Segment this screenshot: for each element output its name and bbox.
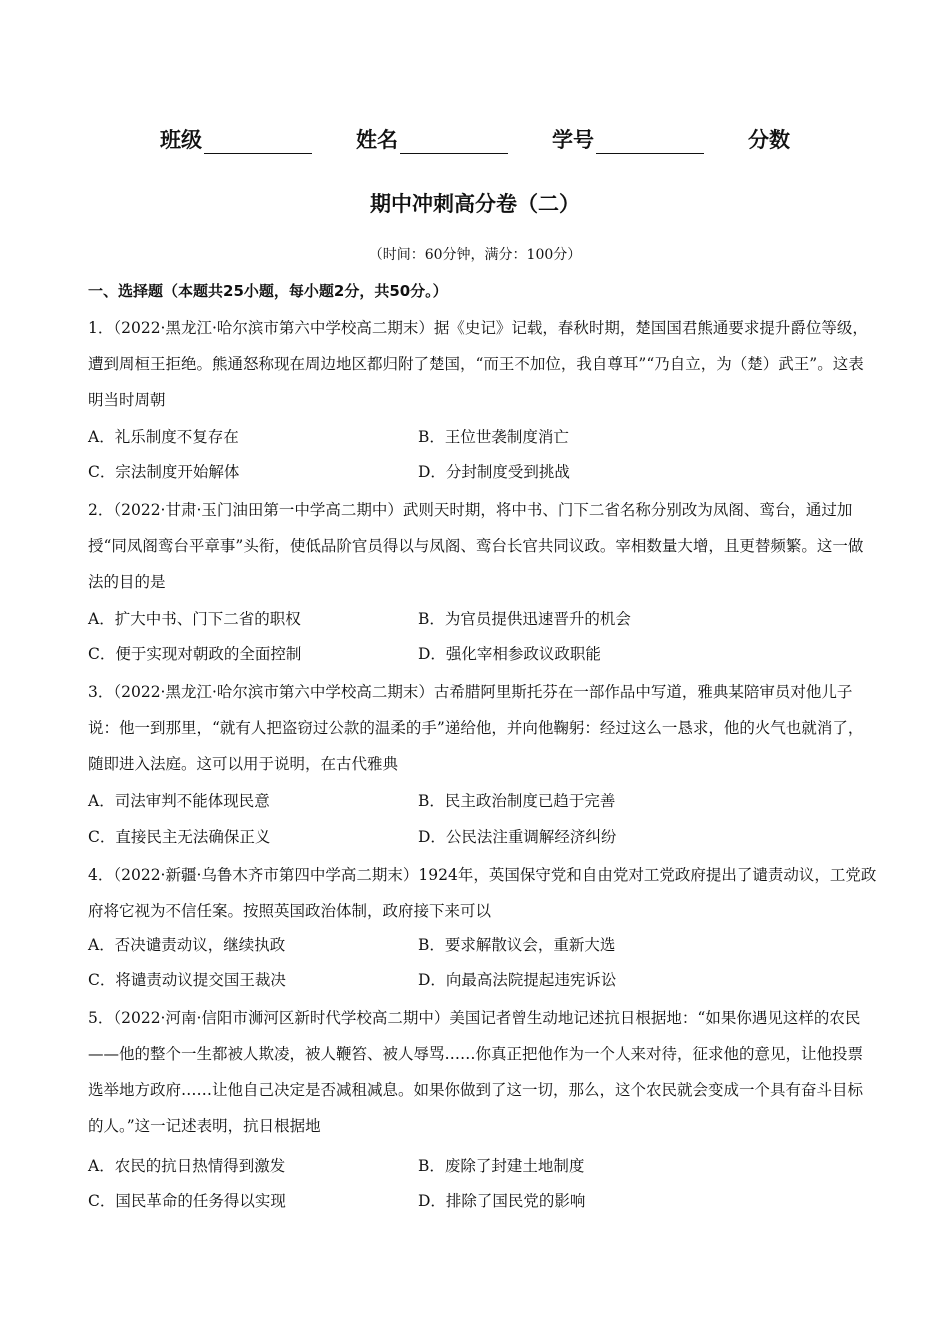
student-id-blank[interactable]: [596, 133, 704, 154]
option-b[interactable]: B．民主政治制度已趋于完善: [418, 792, 616, 810]
option-d[interactable]: D．向最高法院提起违宪诉讼: [418, 971, 617, 989]
score-field: [748, 124, 790, 154]
option-d[interactable]: D．公民法注重调解经济纠纷: [418, 828, 617, 846]
option-d[interactable]: D．强化宰相参政议政职能: [418, 645, 601, 663]
section-heading: 一、选择题（本题共25小题，每小题2分，共50分。）: [88, 282, 448, 300]
option-a[interactable]: A．礼乐制度不复存在: [88, 428, 239, 446]
question-stem: 3．（2022·黑龙江·哈尔滨市第六中学校高二期末）古希腊阿里斯托芬在一部作品中写道，雅典某陪审员对他儿子说：他一到那里，“就有人把盗窃过公款的温柔的手”递给他，并向他鞠躬：经过这么一恳求，他的火气也就消了，随即进入法庭。这可以用于说明，在古代雅典: [88, 683, 864, 773]
option-d[interactable]: D．排除了国民党的影响: [418, 1192, 586, 1210]
option-a[interactable]: A．农民的抗日热情得到激发: [88, 1157, 286, 1175]
option-b[interactable]: B．为官员提供迅速晋升的机会: [418, 610, 631, 628]
option-a[interactable]: A．否决谴责动议，继续执政: [88, 936, 286, 954]
option-c[interactable]: C．国民革命的任务得以实现: [88, 1192, 286, 1210]
page-title: 期中冲刺高分卷（二）: [370, 192, 580, 216]
option-b[interactable]: B．王位世袭制度消亡: [418, 428, 569, 446]
student-id-label: 学号: [552, 128, 594, 152]
option-c[interactable]: C．将谴责动议提交国王裁决: [88, 971, 286, 989]
question-stem: 2．（2022·甘肃·玉门油田第一中学高二期中）武则天时期，将中书、门下二省名称分别改为凤阁、鸾台，通过加授“同凤阁鸾台平章事”头衔，使低品阶官员得以与凤阁、鸾台长官共同议政。宰相数量大增，且更替频繁。这一做法的目的是: [88, 501, 864, 591]
option-c[interactable]: C．宗法制度开始解体: [88, 463, 240, 481]
question-stem: 4．（2022·新疆·乌鲁木齐市第四中学高二期末）1924年，英国保守党和自由党对工党政府提出了谴责动议，工党政府将它视为不信任案。按照英国政治体制，政府接下来可以: [88, 866, 877, 920]
option-c[interactable]: C．便于实现对朝政的全面控制: [88, 645, 302, 663]
name-blank[interactable]: [400, 133, 508, 154]
student-info-header: [0, 124, 950, 154]
option-a[interactable]: A．扩大中书、门下二省的职权: [88, 610, 301, 628]
question-stem: 1．（2022·黑龙江·哈尔滨市第六中学校高二期末）据《史记》记载，春秋时期，楚国国君熊通要求提升爵位等级，遭到周桓王拒绝。熊通怒称现在周边地区都归附了楚国，“而王不加位，我自尊耳”“乃自立，为（楚）武王”。这表明当时周朝: [88, 319, 868, 409]
question-stem: 5．（2022·河南·信阳市浉河区新时代学校高二期中）美国记者曾生动地记述抗日根据地：“如果你遇见这样的农民——他的整个一生都被人欺凌，被人鞭笞、被人辱骂……你真正把他作为一个人来对待，征求他的意见，让他投票选举地方政府……让他自己决定是否减租减息。如果你做到了这一切，那么，这个农民就会变成一个具有奋斗目标的人。”这一记述表明，抗日根据地: [88, 1009, 864, 1135]
exam-info: （时间：60分钟，满分：100分）: [368, 247, 582, 263]
name-label: 姓名: [356, 128, 398, 152]
class-label: 班级: [160, 128, 202, 152]
name-field[interactable]: [356, 124, 508, 154]
class-field[interactable]: [160, 124, 312, 154]
student-id-field[interactable]: [552, 124, 704, 154]
option-b[interactable]: B．废除了封建土地制度: [418, 1157, 585, 1175]
option-b[interactable]: B．要求解散议会，重新大选: [418, 936, 616, 954]
option-d[interactable]: D．分封制度受到挑战: [418, 463, 570, 481]
class-blank[interactable]: [204, 133, 312, 154]
score-label: 分数: [748, 128, 790, 152]
option-a[interactable]: A．司法审判不能体现民意: [88, 792, 270, 810]
option-c[interactable]: C．直接民主无法确保正义: [88, 828, 271, 846]
